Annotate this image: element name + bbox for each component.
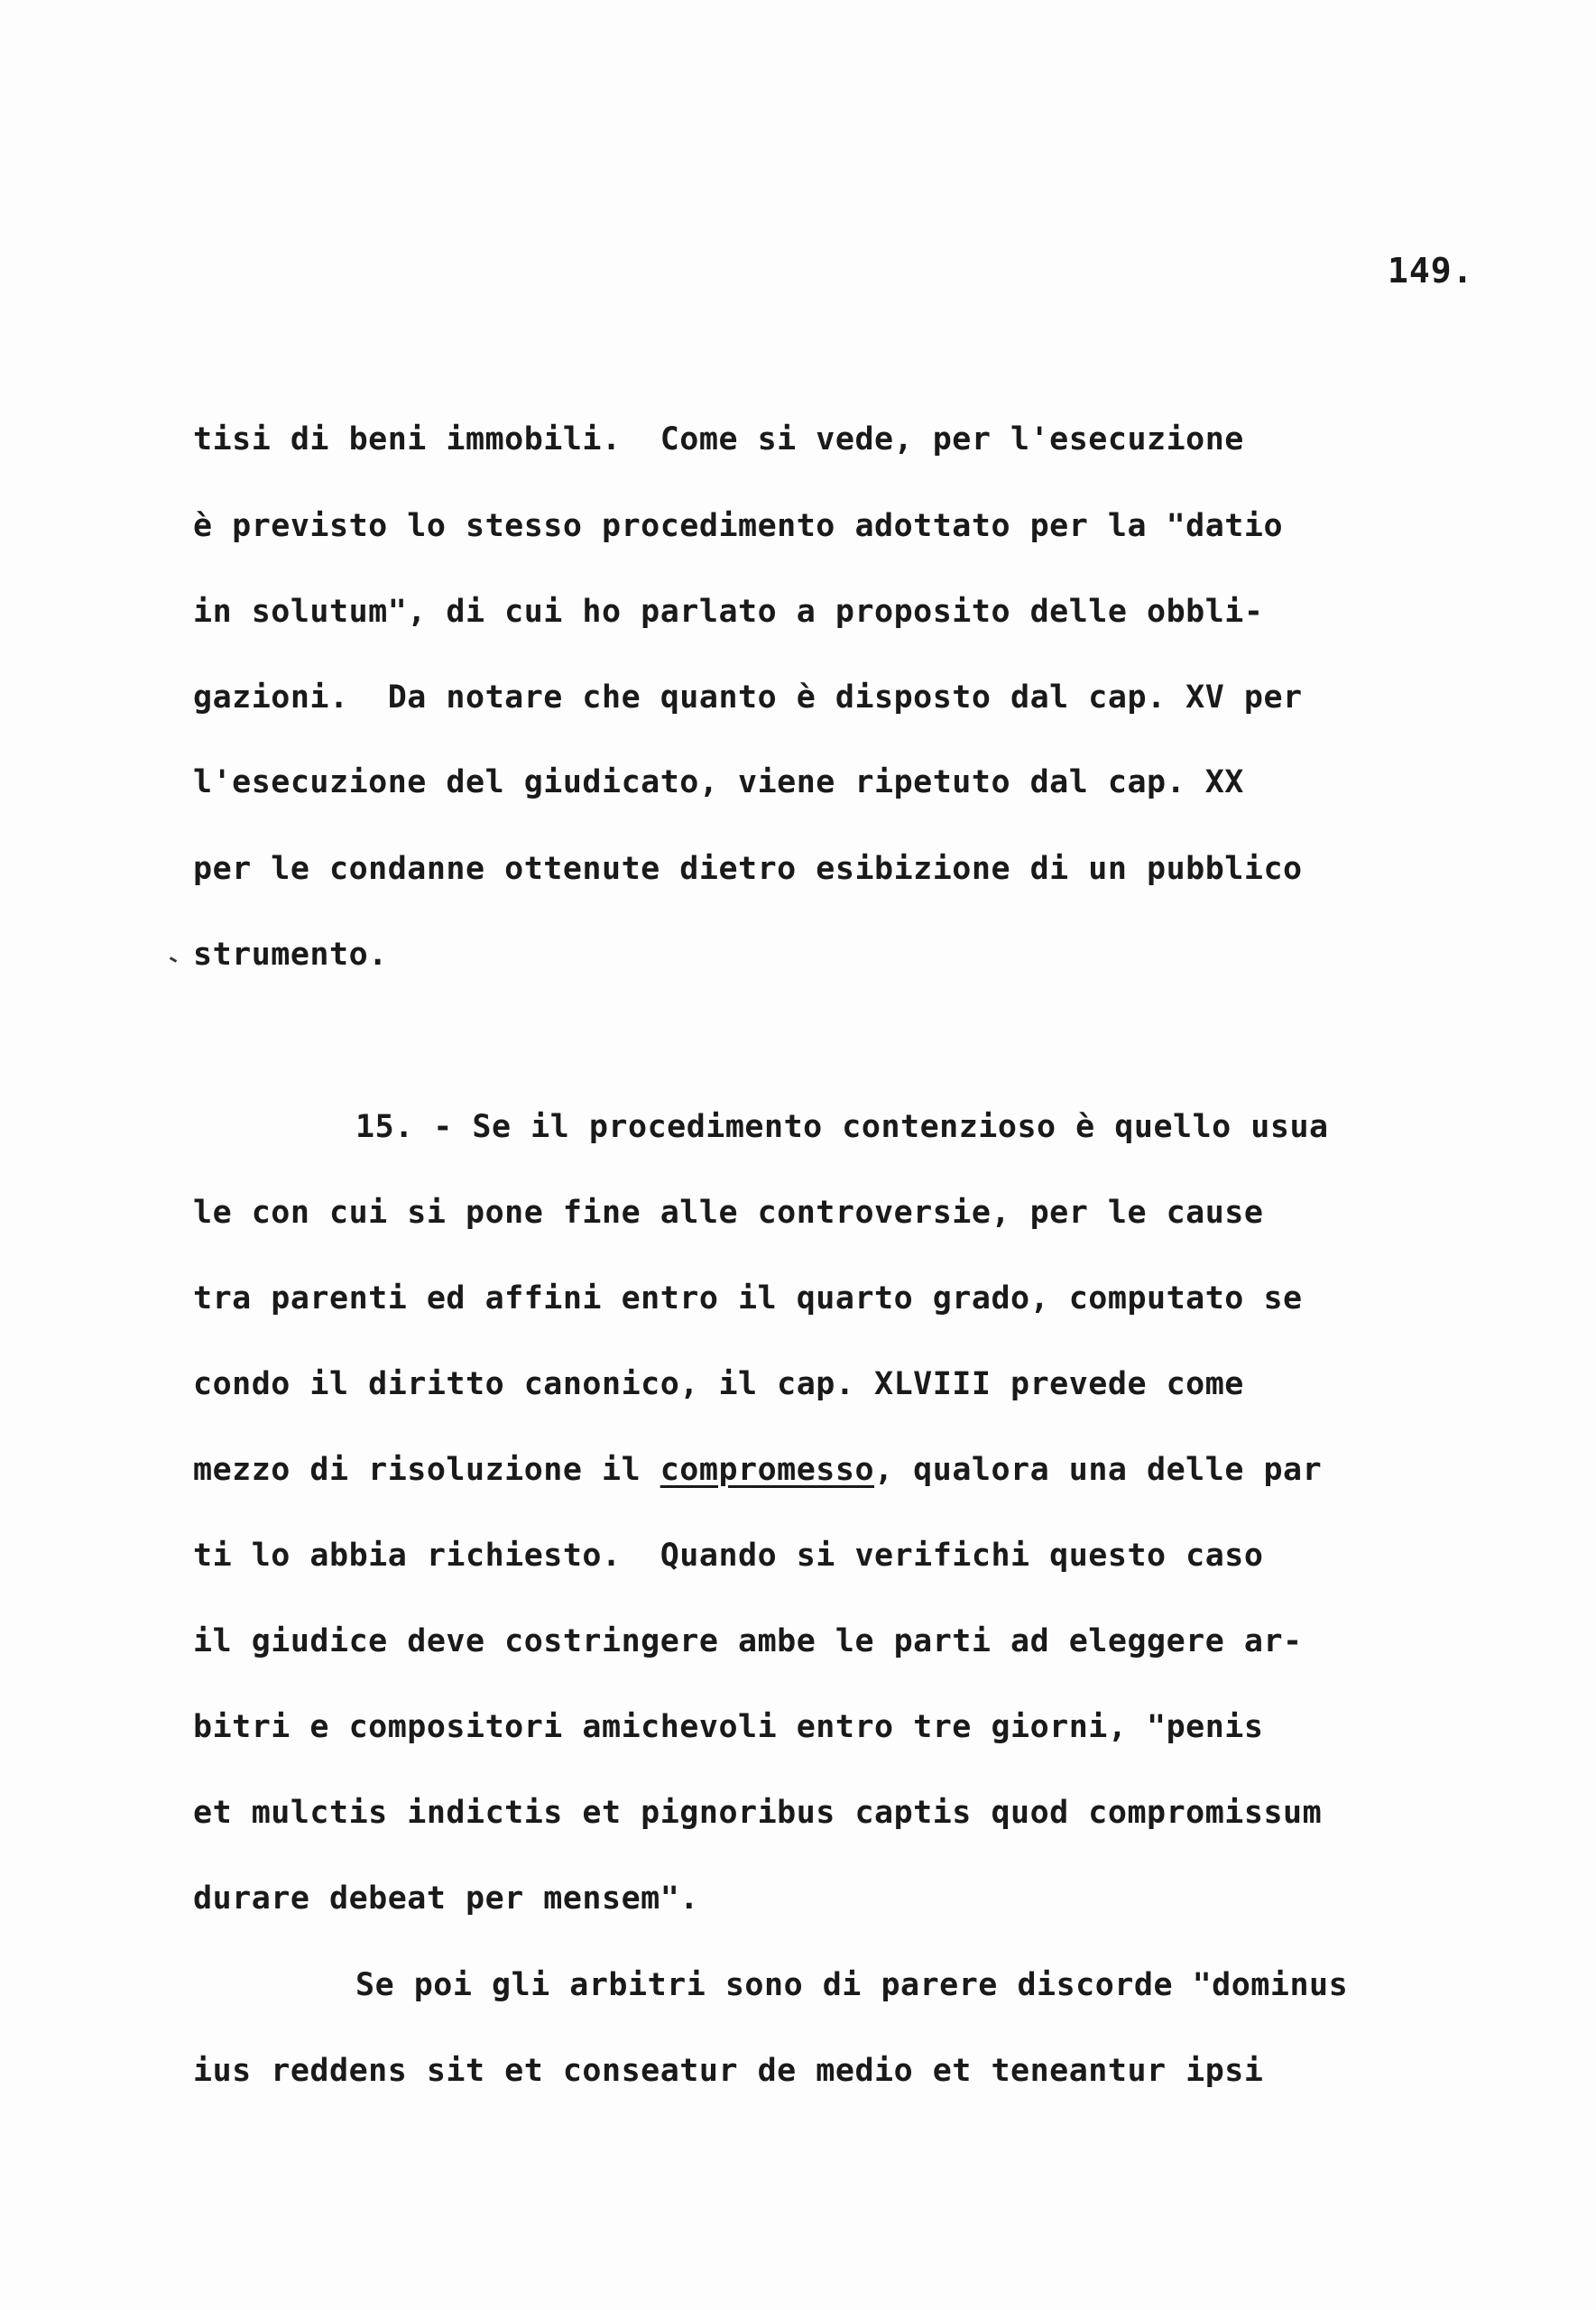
- text-line-14: il giudice deve costringere ambe le parti ad eleggere ar-: [193, 1623, 1303, 1659]
- text-line-6: per le condanne ottenute dietro esibizione di un pubblico: [193, 851, 1303, 887]
- text-line-4: gazioni. Da notare che quanto è disposto dal cap. XV per: [193, 679, 1303, 716]
- text-line-19: ius reddens sit et conseatur de medio et teneantur ipsi: [193, 2053, 1264, 2089]
- text-line-12: [193, 1452, 1323, 1488]
- margin-mark: [170, 956, 177, 963]
- section-15-first-line: 15. - Se il procedimento contenzioso è quello usua: [355, 1109, 1329, 1145]
- text-line-16: et mulctis indictis et pignoribus captis quod compromissum: [193, 1795, 1323, 1831]
- text-line-11: condo il diritto canonico, il cap. XLVIII prevede come: [193, 1366, 1244, 1402]
- text-line-2: è previsto lo stesso procedimento adottato per la "datio: [193, 508, 1284, 544]
- text-line-12-after: , qualora una delle par: [874, 1452, 1323, 1488]
- text-line-9: le con cui si pone fine alle controversie, per le cause: [193, 1195, 1264, 1231]
- text-line-17: durare debeat per mensem".: [193, 1880, 699, 1917]
- text-line-1: tisi di beni immobili. Come si vede, per l'esecuzione: [193, 421, 1244, 457]
- text-line-13: ti lo abbia richiesto. Quando si verifichi questo caso: [193, 1538, 1264, 1574]
- underlined-term-compromesso: compromesso: [660, 1452, 875, 1488]
- text-line-3: in solutum", di cui ho parlato a proposito delle obbli-: [193, 594, 1264, 630]
- paragraph-start-line: Se poi gli arbitri sono di parere discorde "dominus: [355, 1967, 1349, 2003]
- text-line-12-before: mezzo di risoluzione il: [193, 1452, 660, 1488]
- text-line-7: strumento.: [193, 937, 388, 973]
- page-number: 149.: [1388, 251, 1474, 291]
- text-line-15: bitri e compositori amichevoli entro tre giorni, "penis: [193, 1709, 1264, 1745]
- text-line-5: l'esecuzione del giudicato, viene ripetuto dal cap. XX: [193, 764, 1244, 800]
- text-line-10: tra parenti ed affini entro il quarto grado, computato se: [193, 1280, 1303, 1317]
